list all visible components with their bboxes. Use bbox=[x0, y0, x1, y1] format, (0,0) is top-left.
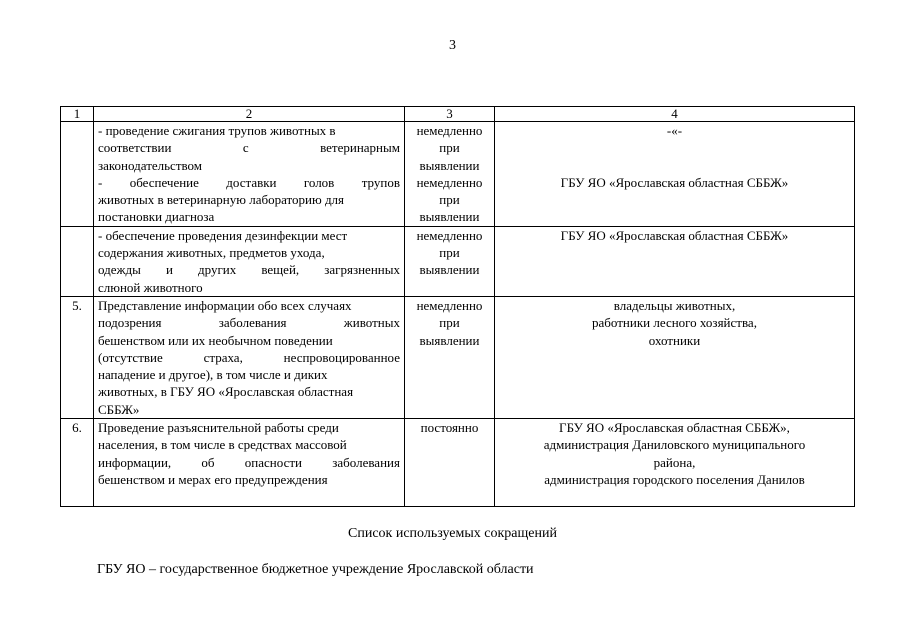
text-line: при bbox=[439, 140, 460, 156]
justified-text-line bbox=[98, 261, 400, 278]
word: страха, bbox=[203, 349, 243, 365]
text-line: выявлении bbox=[419, 209, 480, 225]
justified-text-line bbox=[98, 454, 400, 471]
word: и bbox=[165, 262, 173, 278]
text-line: слюной животного bbox=[98, 279, 203, 295]
text-line: нападение и другое), в том числе и диких bbox=[98, 367, 328, 383]
word: одежды bbox=[98, 262, 141, 278]
table-row bbox=[61, 226, 855, 296]
text-line: - обеспечение проведения дезинфекции мест bbox=[98, 227, 348, 243]
page-number: 3 bbox=[449, 38, 456, 53]
justified-text-line bbox=[98, 314, 400, 331]
table-header-row bbox=[61, 107, 855, 122]
word: подозрения bbox=[98, 315, 162, 331]
abbreviations-title: Список используемых сокращений bbox=[348, 526, 557, 541]
text-line: - проведение сжигания трупов животных в bbox=[98, 123, 336, 138]
measure-cell bbox=[94, 296, 405, 418]
text-line: выявлении bbox=[419, 262, 480, 278]
responsible-cell bbox=[495, 226, 855, 296]
spacer bbox=[98, 488, 400, 505]
measure-cell bbox=[94, 122, 405, 227]
word: доставки bbox=[226, 174, 277, 190]
word: животных bbox=[343, 315, 400, 331]
word: с bbox=[242, 140, 249, 156]
row-number: 6. bbox=[61, 419, 94, 506]
word: - bbox=[98, 174, 103, 190]
word: загрязненных bbox=[324, 262, 400, 278]
text-line: района, bbox=[653, 454, 696, 470]
deadline-cell bbox=[405, 122, 495, 227]
word: неспровоцированное bbox=[283, 349, 400, 365]
text-line: немедленно bbox=[416, 227, 483, 243]
word: обеспечение bbox=[129, 174, 199, 190]
text-line: постановки диагноза bbox=[98, 209, 215, 225]
word: соответствии bbox=[98, 140, 172, 156]
text-line: ГБУ ЯО «Ярославская областная СББЖ» bbox=[560, 174, 789, 190]
column-header: 4 bbox=[495, 107, 855, 122]
row-number bbox=[61, 122, 94, 227]
text-line: населения, в том числе в средствах массовой bbox=[98, 437, 347, 453]
word: об bbox=[201, 454, 215, 470]
text-line: выявлении bbox=[419, 332, 480, 348]
text-line: при bbox=[439, 315, 460, 331]
text-line: администрация Даниловского муниципального bbox=[543, 437, 806, 453]
text-line: законодательством bbox=[98, 157, 203, 173]
spacer bbox=[499, 139, 850, 156]
justified-text-line bbox=[98, 349, 400, 366]
text-line: -«- bbox=[666, 123, 683, 138]
text-line: немедленно bbox=[416, 123, 483, 138]
column-header: 1 bbox=[61, 107, 94, 122]
table-row bbox=[61, 296, 855, 418]
text-line: охотники bbox=[648, 332, 701, 348]
word: других bbox=[198, 262, 237, 278]
word: голов bbox=[303, 174, 335, 190]
responsible-cell bbox=[495, 296, 855, 418]
word: заболевания bbox=[332, 454, 400, 470]
justified-text-line bbox=[98, 139, 400, 156]
text-line: животных в ветеринарную лабораторию для bbox=[98, 192, 345, 208]
text-line: владельцы животных, bbox=[613, 297, 736, 313]
text-line: выявлении bbox=[419, 157, 480, 173]
text-line: бешенством и мерах его предупреждения bbox=[98, 471, 328, 487]
table-row bbox=[61, 419, 855, 506]
text-line: Представление информации обо всех случаях bbox=[98, 297, 352, 313]
deadline-cell bbox=[405, 419, 495, 506]
text-line: содержания животных, предметов ухода, bbox=[98, 245, 325, 261]
deadline-cell bbox=[405, 296, 495, 418]
text-line: постоянно bbox=[420, 420, 479, 436]
spacer bbox=[499, 208, 850, 225]
word: ветеринарным bbox=[320, 140, 400, 156]
measures-table bbox=[60, 106, 855, 507]
text-line: при bbox=[439, 192, 460, 208]
justified-text-line bbox=[98, 174, 400, 191]
deadline-cell bbox=[405, 226, 495, 296]
word: заболевания bbox=[218, 315, 287, 331]
word: (отсутствие bbox=[98, 349, 163, 365]
column-header: 3 bbox=[405, 107, 495, 122]
abbreviation-entry: ГБУ ЯО – государственное бюджетное учреждение Ярославской области bbox=[97, 562, 534, 577]
word: вещей, bbox=[261, 262, 300, 278]
row-number bbox=[61, 226, 94, 296]
responsible-cell bbox=[495, 122, 855, 227]
text-line: работники лесного хозяйства, bbox=[592, 315, 757, 331]
table-row bbox=[61, 122, 855, 227]
text-line: немедленно bbox=[416, 174, 483, 190]
spacer bbox=[499, 191, 850, 208]
text-line: животных, в ГБУ ЯО «Ярославская областная bbox=[98, 384, 354, 400]
text-line: администрация городского поселения Данилов bbox=[544, 471, 805, 487]
row-number: 5. bbox=[61, 296, 94, 418]
text-line: ГБУ ЯО «Ярославская областная СББЖ» bbox=[560, 227, 789, 243]
word: информации, bbox=[98, 454, 172, 470]
text-line: при bbox=[439, 245, 460, 261]
word: опасности bbox=[244, 454, 302, 470]
column-header: 2 bbox=[94, 107, 405, 122]
text-line: СББЖ» bbox=[98, 401, 140, 417]
text-line: немедленно bbox=[416, 297, 483, 313]
responsible-cell bbox=[495, 419, 855, 506]
measure-cell bbox=[94, 226, 405, 296]
text-line: ГБУ ЯО «Ярославская областная СББЖ», bbox=[559, 420, 790, 436]
text-line: бешенством или их необычном поведении bbox=[98, 332, 333, 348]
text-line: Проведение разъяснительной работы среди bbox=[98, 420, 339, 436]
measure-cell bbox=[94, 419, 405, 506]
word: трупов bbox=[361, 174, 400, 190]
spacer bbox=[499, 157, 850, 174]
